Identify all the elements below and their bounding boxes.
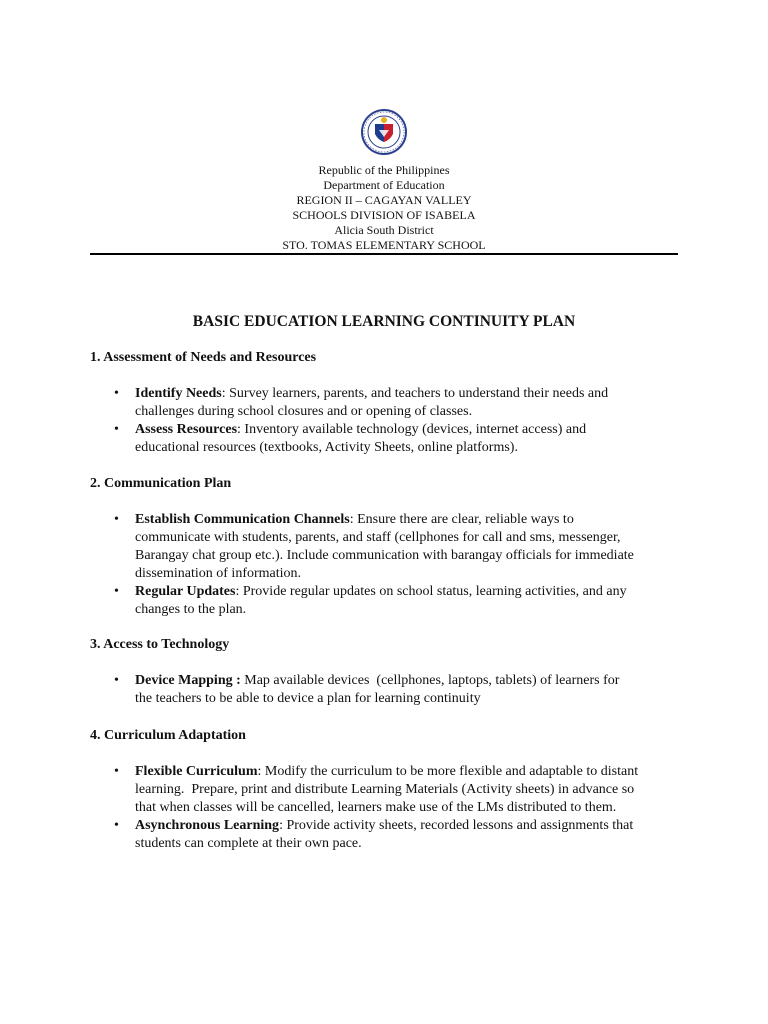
item-line: [135, 385, 678, 403]
item-term: Assess Resources: [135, 422, 238, 437]
bullet-icon: •: [114, 386, 119, 401]
letterhead-republic: Republic of the Philippines: [318, 163, 450, 177]
item-line: [135, 763, 678, 781]
list-item: [90, 672, 678, 708]
document-title: BASIC EDUCATION LEARNING CONTINUITY PLAN: [192, 313, 576, 330]
item-line: challenges during school closures and or opening of classes.: [135, 404, 473, 419]
item-line: [135, 583, 678, 601]
bullet-icon: •: [114, 512, 119, 527]
item-line: students can complete at their own pace.: [135, 836, 362, 851]
list-item: [90, 421, 678, 457]
section-assessment: [90, 349, 678, 457]
deped-seal-logo: [361, 109, 407, 155]
list-item: [90, 817, 678, 853]
item-line: dissemination of information.: [135, 566, 302, 581]
item-line: [135, 421, 678, 439]
bullet-list: [90, 385, 678, 457]
bullet-list: [90, 672, 678, 708]
item-line: [135, 672, 678, 690]
header-divider: [90, 253, 678, 255]
item-term: Flexible Curriculum: [135, 764, 258, 779]
section-technology: [90, 636, 678, 708]
item-term: Identify Needs: [135, 386, 222, 401]
letterhead-region: REGION II – CAGAYAN VALLEY: [296, 193, 472, 207]
bullet-icon: •: [114, 818, 119, 833]
section-heading: 2. Communication Plan: [90, 476, 232, 491]
item-term: Asynchronous Learning: [135, 818, 280, 833]
item-text: : Modify the curriculum to be more flexible and adaptable to distant: [257, 764, 639, 779]
item-line: [135, 511, 678, 529]
item-line: that when classes will be cancelled, learners make use of the LMs distributed to them.: [135, 800, 617, 815]
item-text: : Ensure there are clear, reliable ways to: [349, 512, 574, 527]
bullet-icon: •: [114, 673, 119, 688]
section-heading: 3. Access to Technology: [90, 637, 230, 652]
item-line: educational resources (textbooks, Activity Sheets, online platforms).: [135, 440, 518, 455]
section-curriculum: [90, 727, 678, 853]
item-text: : Inventory available technology (devices, internet access) and: [237, 422, 587, 437]
item-text: : Provide regular updates on school status, learning activities, and any: [235, 584, 627, 599]
item-line: [135, 817, 678, 835]
letterhead-department: Department of Education: [323, 178, 445, 192]
item-term: Device Mapping :: [135, 673, 241, 688]
list-item: [90, 385, 678, 421]
item-text: Map available devices (cellphones, laptops, tablets) of learners for: [240, 673, 620, 688]
letterhead-division: SCHOOLS DIVISION OF ISABELA: [292, 208, 476, 222]
bullet-icon: •: [114, 584, 119, 599]
item-term: Establish Communication Channels: [135, 512, 350, 527]
bullet-list: [90, 763, 678, 853]
item-text: : Survey learners, parents, and teachers to understand their needs and: [221, 386, 609, 401]
letterhead-school: STO. TOMAS ELEMENTARY SCHOOL: [282, 238, 486, 252]
list-item: [90, 763, 678, 817]
item-line: the teachers to be able to device a plan for learning continuity: [135, 691, 481, 706]
bullet-list: [90, 511, 678, 619]
item-line: Barangay chat group etc.). Include communication with barangay officials for immediate: [135, 548, 634, 563]
section-communication: [90, 475, 678, 619]
bullet-icon: •: [114, 422, 119, 437]
item-line: learning. Prepare, print and distribute Learning Materials (Activity sheets) in advance so: [135, 782, 635, 797]
section-heading: 4. Curriculum Adaptation: [90, 728, 246, 743]
item-term: Regular Updates: [135, 584, 236, 599]
letterhead-district: Alicia South District: [334, 223, 434, 237]
item-line: changes to the plan.: [135, 602, 247, 617]
bullet-icon: •: [114, 764, 119, 779]
item-line: communicate with students, parents, and staff (cellphones for call and sms, messenger,: [135, 530, 621, 545]
letterhead: [90, 163, 678, 253]
list-item: [90, 583, 678, 619]
section-heading: 1. Assessment of Needs and Resources: [90, 350, 317, 365]
item-text: : Provide activity sheets, recorded lessons and assignments that: [279, 818, 634, 833]
list-item: [90, 511, 678, 583]
